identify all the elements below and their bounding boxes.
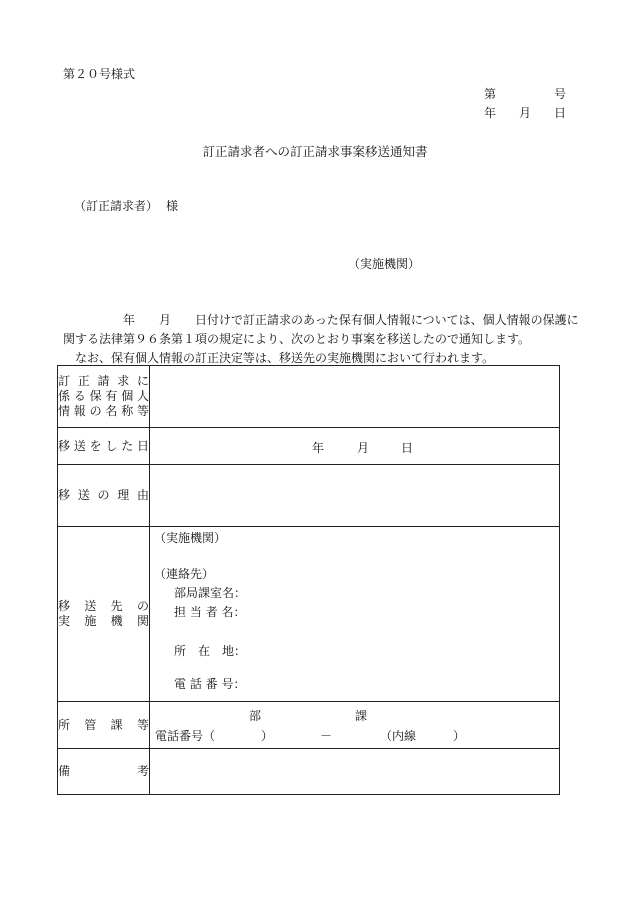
- date-month: 月: [519, 106, 532, 120]
- dept-phone-close: ）: [261, 729, 274, 743]
- dest-contact-label: （連絡先）: [154, 567, 215, 581]
- label-destination-line: [58, 599, 149, 614]
- label-transfer-reason-text: [58, 488, 149, 503]
- issuing-agency: （実施機関）: [348, 257, 421, 271]
- label-char: の: [89, 404, 102, 418]
- date-day: 日: [554, 106, 567, 120]
- label-char: 等: [136, 404, 149, 418]
- transfer-date-month: 月: [357, 441, 370, 455]
- label-char: に: [136, 374, 149, 388]
- label-char: 所: [58, 717, 71, 732]
- label-char: た: [121, 438, 134, 453]
- label-destination-line: [58, 614, 149, 629]
- dept-phone-dash: －: [320, 729, 333, 743]
- dept-extension-label: （内線: [380, 729, 417, 743]
- row-transfer-reason: [58, 465, 560, 527]
- label-char: 情: [58, 404, 71, 418]
- label-transfer-reason: [58, 465, 150, 527]
- label-char: 個: [121, 389, 134, 403]
- label-info-name: [58, 366, 150, 428]
- label-char: 称: [121, 404, 134, 418]
- label-char: 実: [58, 614, 71, 628]
- value-destination-agency[interactable]: [150, 527, 560, 702]
- label-char: の: [136, 599, 149, 613]
- label-transfer-date: [58, 428, 150, 465]
- requester-honorific: 様: [166, 199, 179, 213]
- dest-agency-label: （実施機関）: [154, 531, 227, 545]
- label-char: 人: [136, 389, 149, 403]
- label-char: る: [73, 389, 86, 403]
- dest-address-label: 所 在 地：: [174, 644, 247, 658]
- label-char: 管: [84, 717, 97, 732]
- value-transfer-reason[interactable]: [150, 465, 560, 527]
- label-responsible-dept: [58, 702, 150, 749]
- notice-body: [63, 311, 579, 368]
- dest-dept-room-label: 部局課室名：: [174, 586, 247, 600]
- label-char: 施: [84, 614, 97, 628]
- transfer-date-year: 年: [312, 441, 325, 455]
- label-char: 等: [136, 717, 149, 732]
- label-char: 移: [58, 488, 71, 502]
- label-transfer-date-text: [58, 439, 149, 454]
- label-char: の: [97, 488, 110, 502]
- dest-person-label: 担 当 者 名：: [174, 605, 246, 619]
- label-char: を: [89, 438, 102, 453]
- row-remarks: [58, 749, 560, 795]
- label-char: 保: [89, 389, 102, 403]
- label-char: 由: [136, 488, 149, 502]
- label-remarks-right: 考: [136, 764, 149, 778]
- body-line-3: なお、保有個人情報の訂正決定等は、移送先の実施機関において行われます。: [63, 351, 495, 365]
- label-char: 係: [58, 389, 71, 403]
- transfer-date-day: 日: [401, 441, 414, 455]
- label-remarks-left: 備: [58, 764, 71, 778]
- requester-name: （訂正請求者）: [74, 199, 159, 213]
- label-char: 送: [84, 599, 97, 613]
- doc-number-go: 号: [554, 87, 567, 101]
- label-char: 請: [97, 374, 110, 388]
- row-info-name: [58, 366, 560, 428]
- doc-number-dai: 第: [484, 87, 497, 101]
- row-transfer-date: [58, 428, 560, 465]
- label-info-name-line: [58, 389, 149, 404]
- label-char: 移: [58, 599, 71, 613]
- label-char: 理: [117, 488, 130, 502]
- body-line-2: 関する法律第９６条第１項の規定により、次のとおり事案を移送したので通知します。: [63, 332, 531, 346]
- label-destination-agency: [58, 527, 150, 702]
- label-info-name-line: [58, 374, 149, 389]
- value-remarks[interactable]: [150, 749, 560, 795]
- value-info-name[interactable]: [150, 366, 560, 428]
- form-number: 第２０号様式: [63, 67, 136, 81]
- dept-bu: 部: [249, 709, 262, 723]
- label-char: 移: [58, 438, 71, 453]
- dest-phone-label: 電 話 番 号：: [174, 677, 246, 691]
- label-char: 有: [105, 389, 118, 403]
- label-char: 課: [110, 717, 123, 732]
- label-char: し: [105, 438, 118, 453]
- label-char: 関: [136, 614, 149, 628]
- label-char: 機: [110, 614, 123, 628]
- row-destination-agency: [58, 527, 560, 702]
- label-char: 報: [73, 404, 86, 418]
- label-responsible-dept-text: [58, 718, 149, 733]
- date-year: 年: [484, 106, 497, 120]
- dept-extension-close: ）: [453, 729, 466, 743]
- body-line-1: 年 月 日付けで訂正請求のあった保有個人情報については、個人情報の保護に: [63, 313, 579, 327]
- label-char: 求: [117, 374, 130, 388]
- row-responsible-dept: [58, 702, 560, 749]
- dept-phone-label: 電話番号（: [155, 729, 216, 743]
- dept-ka: 課: [355, 709, 368, 723]
- value-responsible-dept[interactable]: [150, 702, 560, 749]
- label-char: 名: [105, 404, 118, 418]
- label-char: 正: [77, 374, 90, 388]
- document-title: 訂正請求者への訂正請求事案移送通知書: [202, 144, 428, 159]
- transfer-details-table: [57, 365, 560, 795]
- label-char: 日: [136, 438, 149, 453]
- label-info-name-line: [58, 404, 149, 419]
- label-remarks: [58, 749, 150, 795]
- label-char: 先: [110, 599, 123, 613]
- label-char: 訂: [58, 374, 71, 388]
- value-transfer-date[interactable]: [150, 428, 560, 465]
- label-char: 送: [73, 438, 86, 453]
- label-char: 送: [77, 488, 90, 502]
